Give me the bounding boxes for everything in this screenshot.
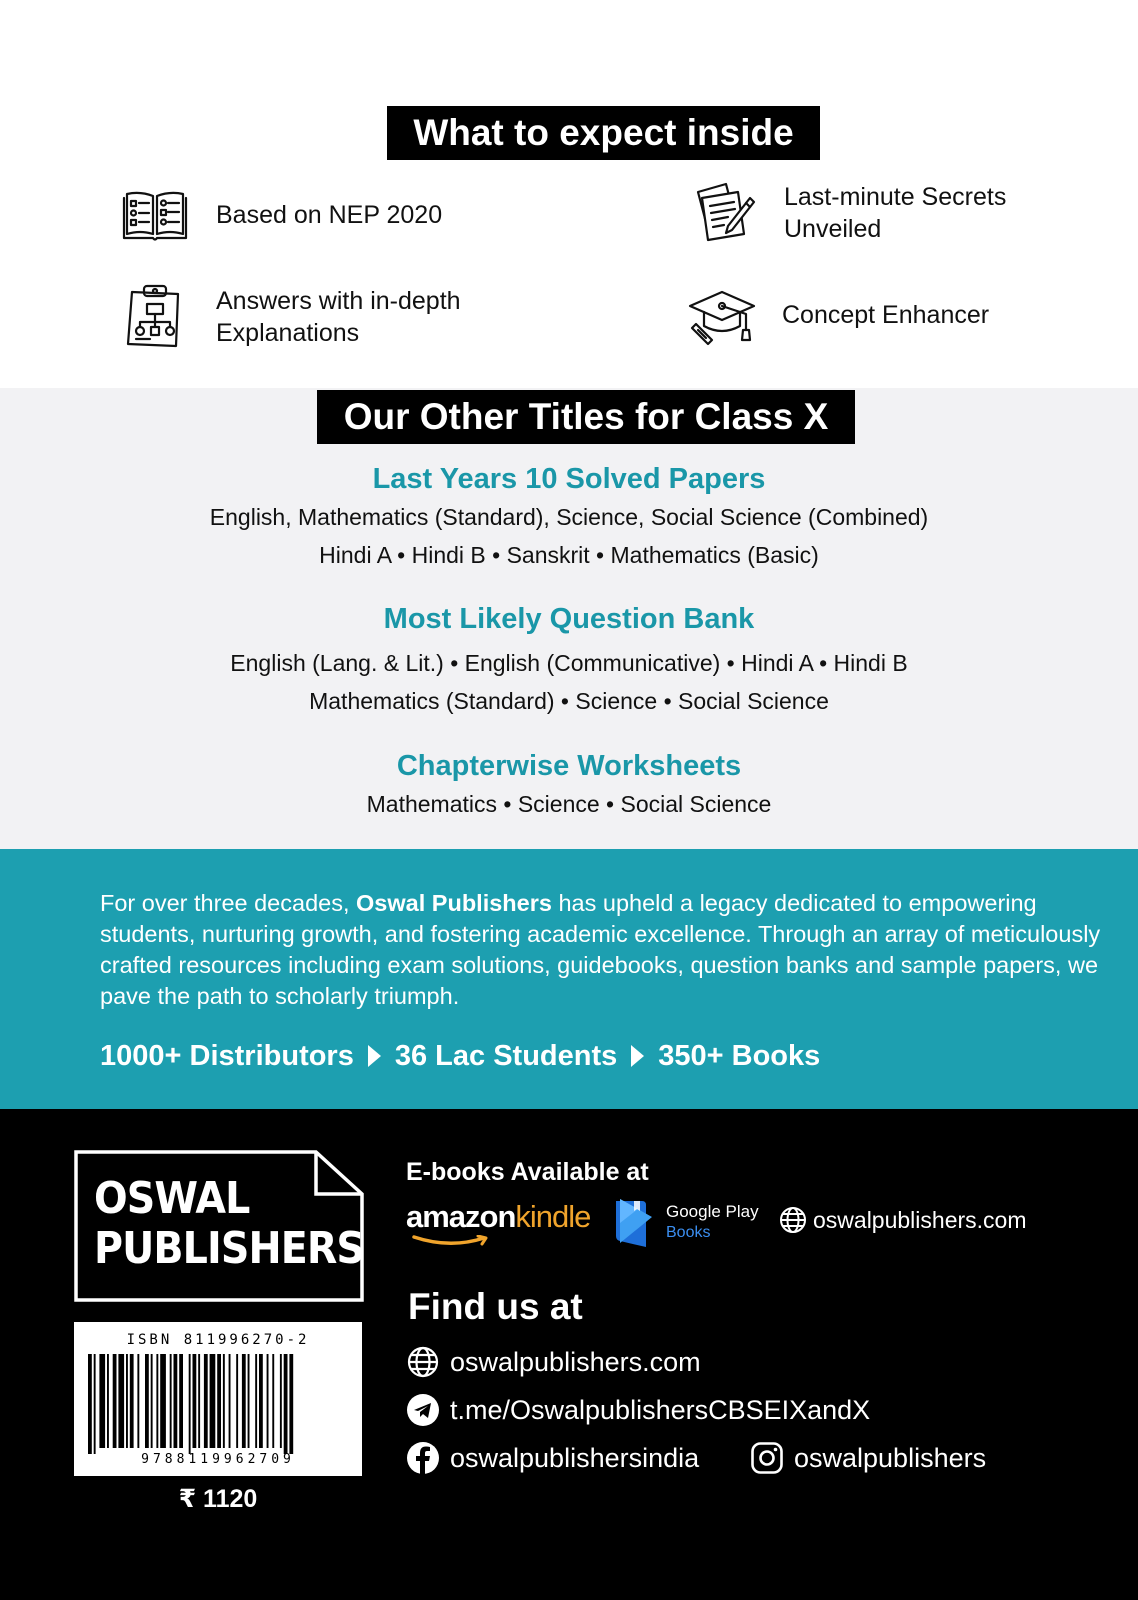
stats-row bbox=[100, 1036, 820, 1076]
papers-pen-icon bbox=[688, 178, 758, 248]
barcode-bar bbox=[189, 1354, 191, 1454]
play-arrow-icon bbox=[368, 1045, 381, 1067]
about-text: For over three decades, bbox=[100, 890, 357, 916]
website-text: oswalpublishers.com bbox=[813, 1206, 1027, 1233]
feature-label: Answers with in-depth Explanations bbox=[216, 287, 461, 347]
barcode-bar bbox=[88, 1354, 92, 1454]
feature-label: Based on NEP 2020 bbox=[216, 201, 443, 229]
feature-answers bbox=[120, 282, 536, 352]
title-group-line: Mathematics (Standard) • Science • Social Science bbox=[309, 688, 829, 714]
title-group-line: Hindi A • Hindi B • Sanskrit • Mathematics (Basic) bbox=[319, 542, 819, 568]
about-text: has upheld a legacy dedicated to empowering students, nurturing growth, and fostering academic excellence. Through an array of meticulously crafted resources including exam solutions, guidebooks, question banks and sample papers, we pave the path to scholarly triumph. bbox=[100, 890, 1101, 1009]
title-group-name: Most Likely Question Bank bbox=[383, 603, 755, 635]
title-group-question-bank bbox=[0, 600, 1138, 720]
amazon-kindle-logo[interactable] bbox=[406, 1199, 590, 1249]
barcode-bar bbox=[217, 1354, 221, 1448]
facebook-link[interactable] bbox=[406, 1441, 699, 1475]
barcode-bar bbox=[160, 1354, 166, 1448]
isbn-barcode bbox=[74, 1322, 362, 1476]
barcode-bar bbox=[126, 1354, 128, 1448]
barcode-bar bbox=[137, 1354, 139, 1448]
barcode-bar bbox=[107, 1354, 109, 1448]
barcode-bar bbox=[223, 1354, 225, 1448]
barcode-bar bbox=[280, 1354, 282, 1448]
graduation-cap-icon bbox=[686, 280, 756, 350]
clipboard-diagram-icon bbox=[120, 282, 190, 352]
barcode-bar bbox=[272, 1354, 274, 1448]
barcode-bar bbox=[151, 1354, 153, 1448]
isbn-label: ISBN 811996270-2 bbox=[126, 1332, 310, 1348]
barcode-bar bbox=[229, 1354, 231, 1448]
instagram-icon bbox=[750, 1441, 784, 1475]
barcode-bar bbox=[248, 1354, 250, 1448]
logo-wordmark bbox=[94, 1174, 364, 1274]
globe-icon bbox=[406, 1345, 440, 1379]
google-play-books-logo[interactable] bbox=[612, 1197, 759, 1247]
google-play-books-icon bbox=[612, 1197, 658, 1247]
barcode-bar bbox=[236, 1354, 238, 1448]
barcode-bar bbox=[130, 1354, 134, 1448]
logo-line: OSWAL bbox=[94, 1173, 250, 1224]
title-group-line: English, Mathematics (Standard), Science, Social Science (Combined) bbox=[209, 504, 929, 530]
barcode-bar bbox=[242, 1354, 246, 1448]
title-group-line: Mathematics • Science • Social Science bbox=[366, 791, 772, 817]
barcode-bar bbox=[94, 1354, 96, 1454]
barcode-bar bbox=[170, 1354, 172, 1448]
books-label: Books bbox=[666, 1224, 711, 1241]
barcode-bar bbox=[174, 1354, 178, 1448]
kindle-wordmark: kindle bbox=[515, 1199, 591, 1234]
stat-books: 350+ Books bbox=[658, 1039, 821, 1072]
logo-line: PUBLISHERS bbox=[94, 1223, 365, 1274]
facebook-text: oswalpublishersindia bbox=[450, 1442, 700, 1473]
barcode-bar bbox=[145, 1354, 149, 1448]
title-group-solved-papers bbox=[0, 460, 1138, 574]
barcode-bar bbox=[204, 1354, 208, 1448]
title-group-line: English (Lang. & Lit.) • English (Communicative) • Hindi A • Hindi B bbox=[230, 650, 908, 676]
facebook-icon bbox=[406, 1441, 440, 1475]
barcode-bar bbox=[259, 1354, 263, 1448]
barcode-bar bbox=[179, 1354, 183, 1448]
amazon-wordmark: amazon bbox=[406, 1199, 516, 1234]
title-group-worksheets bbox=[0, 747, 1138, 823]
instagram-text: oswalpublishers bbox=[794, 1442, 987, 1473]
feature-nep bbox=[120, 180, 442, 250]
expect-heading: What to expect inside bbox=[387, 106, 820, 160]
ebook-website-link[interactable] bbox=[778, 1205, 1026, 1235]
stat-distributors: 1000+ Distributors bbox=[100, 1039, 354, 1072]
play-arrow-icon bbox=[631, 1045, 644, 1067]
titles-heading: Our Other Titles for Class X bbox=[317, 390, 855, 444]
barcode-bar bbox=[284, 1354, 288, 1454]
telegram-text: t.me/OswalpublishersCBSEIXandX bbox=[450, 1394, 871, 1425]
find-us-heading: Find us at bbox=[408, 1286, 583, 1327]
barcode-bar bbox=[198, 1354, 200, 1448]
feature-secrets bbox=[688, 178, 1044, 248]
barcode-bar bbox=[289, 1354, 293, 1454]
about-paragraph bbox=[100, 888, 1110, 1012]
open-book-icon bbox=[120, 180, 190, 250]
barcode-bar bbox=[118, 1354, 124, 1448]
barcode-bar bbox=[267, 1354, 269, 1448]
barcode-bar bbox=[113, 1354, 117, 1448]
amazon-smile-icon bbox=[412, 1235, 492, 1247]
title-group-name: Chapterwise Worksheets bbox=[396, 750, 742, 782]
barcode-bar bbox=[156, 1354, 158, 1448]
website-link[interactable] bbox=[406, 1345, 701, 1379]
feature-concept bbox=[686, 280, 989, 350]
barcode-bar bbox=[99, 1354, 105, 1448]
website-text: oswalpublishers.com bbox=[450, 1346, 701, 1377]
telegram-icon bbox=[406, 1393, 440, 1427]
barcode-bar bbox=[255, 1354, 257, 1448]
price: ₹ 1120 bbox=[178, 1485, 258, 1513]
title-group-name: Last Years 10 Solved Papers bbox=[372, 463, 766, 495]
barcode-bar bbox=[193, 1354, 197, 1448]
globe-icon bbox=[778, 1205, 808, 1235]
feature-label: Last-minute Secrets Unveiled bbox=[784, 183, 1007, 243]
ebooks-label: E-books Available at bbox=[406, 1158, 649, 1186]
feature-label: Concept Enhancer bbox=[782, 301, 990, 329]
stat-students: 36 Lac Students bbox=[394, 1039, 618, 1072]
about-brand: Oswal Publishers bbox=[356, 890, 552, 916]
instagram-link[interactable] bbox=[750, 1441, 986, 1475]
telegram-link[interactable] bbox=[406, 1393, 870, 1427]
publisher-logo bbox=[74, 1150, 364, 1302]
barcode-bar bbox=[210, 1354, 216, 1448]
barcode-digits: 9788119962709 bbox=[141, 1452, 295, 1467]
google-play-label: Google Play bbox=[666, 1202, 759, 1221]
